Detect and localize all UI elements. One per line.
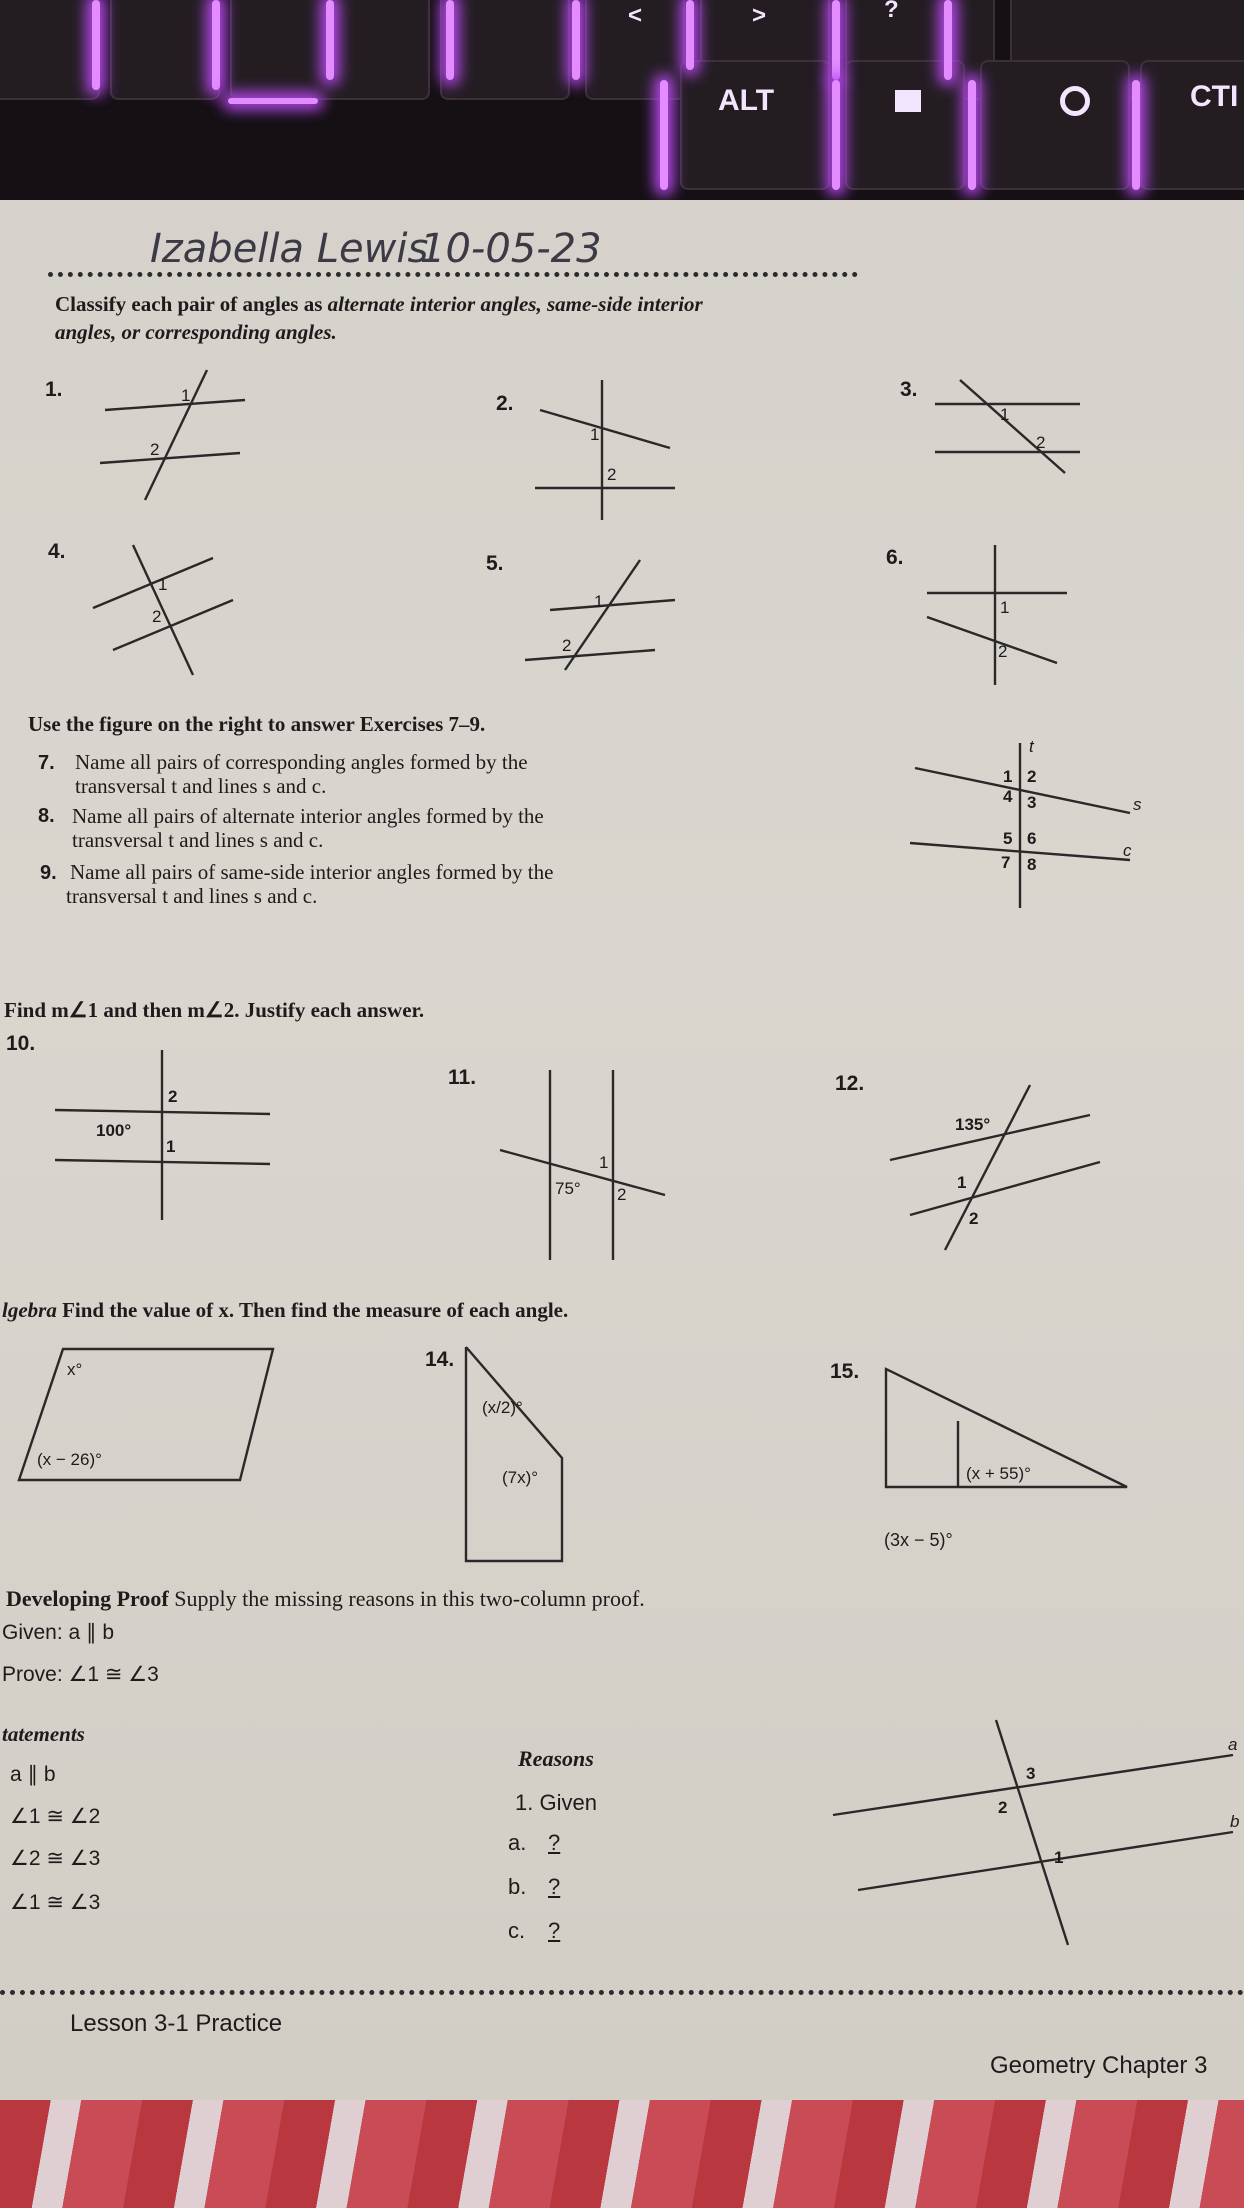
reasons-header: Reasons bbox=[518, 1746, 594, 1771]
angle-expression: (7x)° bbox=[502, 1468, 539, 1487]
angle-label-2: 2 bbox=[607, 465, 617, 484]
angle-value: 135° bbox=[955, 1115, 991, 1134]
chapter-label: Geometry Chapter 3 bbox=[990, 2052, 1208, 2079]
date: 10-05-23 bbox=[420, 226, 602, 272]
given: Given: a ∥ b bbox=[2, 1621, 115, 1644]
angle-label-1: 1 bbox=[181, 386, 191, 405]
transversal bbox=[945, 1085, 1030, 1250]
angle-label-1: 1 bbox=[599, 1153, 609, 1172]
figure-5 bbox=[520, 555, 680, 675]
trapezoid bbox=[466, 1347, 562, 1561]
parallel-line bbox=[105, 400, 245, 410]
section4-title-rest: Find the value of x. Then find the measure of each angle. bbox=[56, 1298, 569, 1322]
student-name: Izabella Lewis bbox=[150, 226, 429, 272]
keyboard-background bbox=[0, 0, 1244, 200]
figure-4 bbox=[88, 540, 238, 680]
question-number: 14. bbox=[425, 1348, 455, 1371]
question-number: 8. bbox=[38, 805, 55, 827]
angle-label-1: 1 bbox=[957, 1173, 967, 1192]
question-9-line2: transversal t and lines s and c. bbox=[66, 884, 318, 908]
question-number: 12. bbox=[835, 1072, 865, 1095]
angle-label-1: 1 bbox=[166, 1137, 176, 1156]
angle-label-1: 1 bbox=[1000, 598, 1010, 617]
question-number: 9. bbox=[40, 862, 57, 884]
label-b: b bbox=[1230, 1812, 1240, 1831]
figure-6 bbox=[922, 545, 1072, 685]
alt-key bbox=[680, 60, 830, 190]
angle-label-2: 2 bbox=[998, 642, 1008, 661]
question-key-label: ? bbox=[884, 0, 899, 23]
reason: 1. Given bbox=[515, 1790, 597, 1815]
item-number: 6. bbox=[886, 546, 904, 569]
figure-13-parallelogram bbox=[15, 1345, 280, 1485]
parallel-line bbox=[93, 558, 213, 608]
key-backlight bbox=[660, 80, 668, 190]
question-8-line1: Name all pairs of alternate interior angles formed by the bbox=[72, 804, 544, 828]
item-number: 2. bbox=[496, 392, 514, 415]
name-line-dots bbox=[48, 272, 858, 277]
key-backlight bbox=[686, 0, 694, 70]
section2-title: Use the figure on the right to answer Exercises 7–9. bbox=[28, 712, 486, 736]
question-8-line2: transversal t and lines s and c. bbox=[72, 828, 324, 852]
figure-12 bbox=[885, 1080, 1105, 1255]
angle-left-label: < bbox=[628, 2, 643, 29]
item-number: 1. bbox=[45, 378, 63, 401]
angle-label-1: 1 bbox=[158, 575, 168, 594]
alt-key-label: ALT bbox=[718, 84, 775, 117]
label-c: c bbox=[1123, 841, 1132, 860]
angle-label-2: 2 bbox=[168, 1087, 178, 1106]
angle-label: 1 bbox=[1003, 767, 1013, 786]
figure-15 bbox=[882, 1365, 1132, 1495]
figure-proof bbox=[828, 1715, 1238, 1950]
instructions-italic: alternate interior angles, same-side interior bbox=[327, 292, 703, 316]
figure-14 bbox=[462, 1343, 572, 1565]
angle-label: 7 bbox=[1001, 853, 1011, 872]
angle-label-2: 2 bbox=[998, 1798, 1008, 1817]
figure-2 bbox=[530, 380, 680, 520]
parallel-line bbox=[910, 1162, 1100, 1215]
item-number: 5. bbox=[486, 552, 504, 575]
angle-expression: (x/2)° bbox=[482, 1398, 523, 1417]
section3-title: Find m∠1 and then m∠2. Justify each answer. bbox=[4, 998, 425, 1022]
parallel-line bbox=[113, 600, 233, 650]
section5-title-rest: Supply the missing reasons in this two-column proof. bbox=[168, 1586, 645, 1611]
key-backlight bbox=[832, 80, 840, 190]
question-9-line1: Name all pairs of same-side interior angles formed by the bbox=[70, 860, 554, 884]
angle-right-label: > bbox=[752, 2, 767, 29]
key-backlight bbox=[446, 0, 454, 80]
key bbox=[0, 0, 100, 100]
transversal bbox=[540, 410, 670, 448]
angle-label-3: 3 bbox=[1026, 1764, 1036, 1783]
figure-10 bbox=[50, 1050, 280, 1225]
transversal bbox=[960, 380, 1065, 473]
section4-title bbox=[2, 1298, 568, 1323]
transversal bbox=[996, 1720, 1068, 1945]
key-backlight bbox=[968, 80, 976, 190]
angle-label: 6 bbox=[1027, 829, 1037, 848]
parallel-line bbox=[525, 650, 655, 660]
key-backlight bbox=[326, 0, 334, 80]
figure-1 bbox=[95, 365, 255, 505]
angle-expression: x° bbox=[67, 1360, 83, 1379]
statement: ∠1 ≅ ∠3 bbox=[10, 1891, 101, 1914]
figure-3 bbox=[930, 368, 1090, 478]
key-backlight bbox=[832, 0, 840, 80]
reason-blank: ? bbox=[548, 1830, 561, 1855]
reason-blank: ? bbox=[548, 1918, 561, 1943]
statement: a ∥ b bbox=[10, 1763, 56, 1786]
angle-label: 2 bbox=[1027, 767, 1037, 786]
parallel-line bbox=[100, 453, 240, 463]
angle-expression: (x + 55)° bbox=[966, 1464, 1031, 1483]
line-b bbox=[858, 1832, 1233, 1890]
transversal bbox=[133, 545, 193, 675]
angle-label-2: 2 bbox=[969, 1209, 979, 1228]
item-number: 3. bbox=[900, 378, 918, 401]
transversal bbox=[500, 1150, 665, 1195]
prove: Prove: ∠1 ≅ ∠3 bbox=[2, 1663, 159, 1686]
angle-label-1: 1 bbox=[1000, 405, 1010, 424]
angle-label: 5 bbox=[1003, 829, 1013, 848]
item-number: 4. bbox=[48, 540, 66, 563]
angle-label-2: 2 bbox=[1036, 433, 1046, 452]
angle-value: 100° bbox=[96, 1121, 132, 1140]
angle-label-1: 1 bbox=[594, 592, 604, 611]
worksheet bbox=[0, 200, 1244, 2100]
key-backlight bbox=[92, 0, 100, 90]
lesson-label: Lesson 3-1 Practice bbox=[70, 2010, 283, 2037]
question-number: 15. bbox=[830, 1360, 860, 1383]
menu-key bbox=[980, 60, 1130, 190]
angle-label-2: 2 bbox=[150, 440, 160, 459]
angle-expression: (x − 26)° bbox=[37, 1450, 102, 1469]
section5-title bbox=[6, 1586, 645, 1612]
angle-label: 3 bbox=[1027, 793, 1037, 812]
angle-value: 75° bbox=[555, 1179, 581, 1198]
ctrl-key-label: CTI bbox=[1190, 80, 1239, 113]
label-s: s bbox=[1133, 795, 1142, 814]
key-backlight bbox=[1132, 80, 1140, 190]
statement: ∠1 ≅ ∠2 bbox=[10, 1805, 101, 1828]
angle-label: 4 bbox=[1003, 787, 1013, 806]
question-number: 7. bbox=[38, 752, 55, 774]
reason: b. bbox=[508, 1874, 527, 1899]
key-backlight bbox=[228, 98, 318, 104]
section5-title-bold: Developing Proof bbox=[6, 1586, 169, 1611]
key-backlight bbox=[944, 0, 952, 80]
angle-label-2: 2 bbox=[617, 1185, 627, 1204]
angle-label-1: 1 bbox=[1054, 1848, 1064, 1867]
figure-11 bbox=[495, 1070, 675, 1265]
key-backlight bbox=[572, 0, 580, 80]
gear-icon bbox=[1060, 86, 1090, 116]
key bbox=[440, 0, 570, 100]
background-fabric bbox=[0, 2100, 1244, 2208]
reason: a. bbox=[508, 1830, 527, 1855]
question-7-line1: Name all pairs of corresponding angles formed by the bbox=[75, 750, 528, 774]
question-number: 10. bbox=[6, 1032, 36, 1055]
statement: ∠2 ≅ ∠3 bbox=[10, 1847, 101, 1870]
question-7-line2: transversal t and lines s and c. bbox=[75, 774, 327, 798]
figure-transversal-stc bbox=[905, 738, 1145, 913]
section1-instructions-line2: angles, or corresponding angles. bbox=[55, 320, 337, 344]
parallel-line bbox=[927, 617, 1057, 663]
angle-expression: (3x − 5)° bbox=[884, 1530, 953, 1550]
section4-title-italic: lgebra bbox=[2, 1298, 57, 1322]
label-t: t bbox=[1029, 737, 1034, 756]
key-backlight bbox=[212, 0, 220, 90]
instructions-plain: Classify each pair of angles as bbox=[55, 292, 328, 316]
angle-label-1: 1 bbox=[590, 425, 600, 444]
reason: c. bbox=[508, 1918, 526, 1943]
transversal bbox=[145, 370, 207, 500]
angle-label-2: 2 bbox=[562, 636, 572, 655]
reason-blank: ? bbox=[548, 1874, 561, 1899]
section1-instructions bbox=[55, 292, 703, 317]
label-a: a bbox=[1228, 1735, 1238, 1754]
angle-label: 8 bbox=[1027, 855, 1037, 874]
line-s bbox=[915, 768, 1130, 813]
angle-label-2: 2 bbox=[152, 607, 162, 626]
statements-header: tatements bbox=[2, 1722, 85, 1746]
footer-dots bbox=[0, 1990, 1244, 1995]
question-number: 11. bbox=[448, 1066, 477, 1089]
windows-logo-icon bbox=[895, 90, 921, 112]
key bbox=[110, 0, 220, 100]
